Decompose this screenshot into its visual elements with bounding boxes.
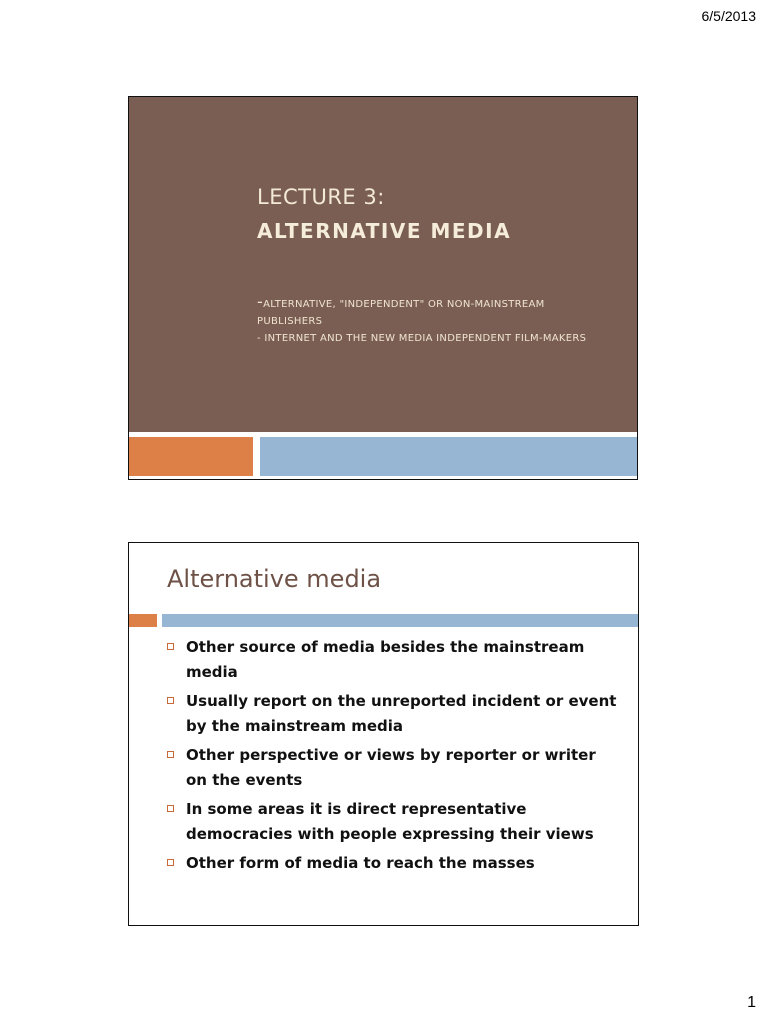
slide-heading: Alternative media (167, 565, 382, 593)
list-item-text: In some areas it is direct representative democracies with people expressing their views (186, 800, 594, 843)
lecture-subtitle (257, 293, 597, 347)
list-item (167, 743, 619, 793)
accent-bar-blue (260, 437, 637, 476)
page-number: 1 (747, 994, 756, 1011)
accent-bar-orange (129, 614, 157, 627)
list-item (167, 635, 619, 685)
list-item (167, 689, 619, 739)
list-item-text: Other form of media to reach the masses (186, 854, 535, 872)
square-bullet-icon (167, 859, 174, 866)
square-bullet-icon (167, 751, 174, 758)
list-item-text: Other source of media besides the mainstream media (186, 638, 585, 681)
slide-title (128, 96, 638, 480)
square-bullet-icon (167, 643, 174, 650)
square-bullet-icon (167, 697, 174, 704)
print-date: 6/5/2013 (701, 8, 756, 24)
accent-bar-blue (162, 614, 638, 627)
lecture-number: LECTURE 3: (257, 185, 385, 209)
list-item-text: Usually report on the unreported incident or event by the mainstream media (186, 692, 617, 735)
slide-alternative-media (128, 542, 639, 926)
list-item (167, 797, 619, 847)
list-item-text: Other perspective or views by reporter or writer on the events (186, 746, 596, 789)
square-bullet-icon (167, 805, 174, 812)
lecture-title: ALTERNATIVE MEDIA (257, 219, 512, 243)
bullet-list (167, 635, 619, 880)
title-panel (129, 97, 637, 432)
subtitle-line-1: ALTERNATIVE, "INDEPENDENT" OR NON-MAINSTREAM PUBLISHERS (257, 299, 545, 327)
accent-bar-orange (129, 437, 253, 476)
subtitle-dash: - (257, 292, 264, 311)
list-item (167, 851, 619, 876)
subtitle-line-2: - INTERNET AND THE NEW MEDIA INDEPENDENT FILM-MAKERS (257, 333, 587, 344)
